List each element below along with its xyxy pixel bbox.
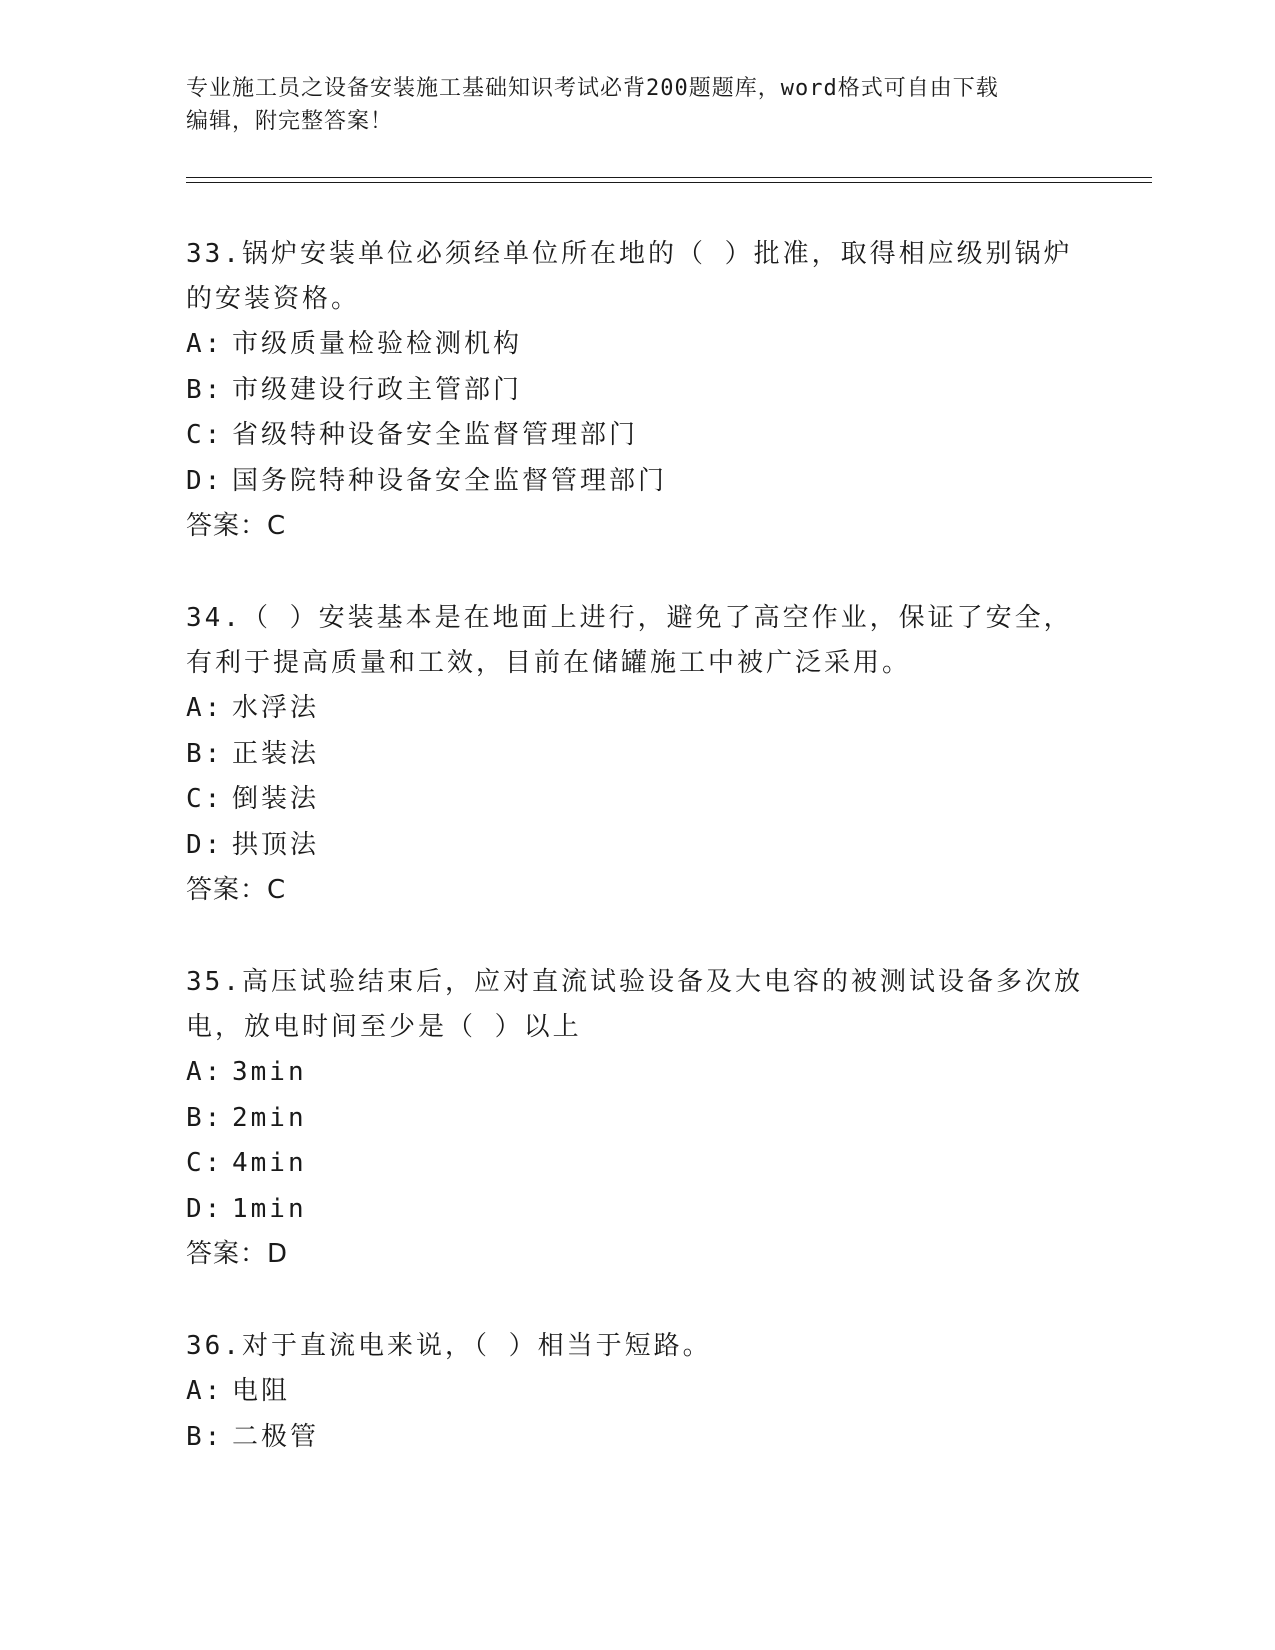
option-text: 1min [232,1193,307,1224]
header-title-line-2: 编辑，附完整答案！ [186,109,394,134]
option-key: D: [186,465,224,496]
option-key: D: [186,829,224,860]
question-35 [186,960,1086,1277]
header-divider-bottom [186,182,1152,183]
option-b [186,1096,1086,1142]
option-key: A: [186,329,224,359]
question-text: 33.锅炉安装单位必须经单位所在地的（ ）批准，取得相应级别锅炉的安装资格。 [186,239,1073,314]
question-list [186,232,1086,1507]
option-key: B: [186,374,224,405]
header-divider-top [186,177,1152,178]
option-text: 市级建设行政主管部门 [232,374,523,405]
option-key: A: [186,693,224,723]
option-key: B: [186,1421,224,1452]
option-key: A: [186,1376,224,1406]
header-title-line-1: 专业施工员之设备安装施工基础知识考试必背200题题库，word格式可自由下载 [186,76,999,101]
option-c [186,1141,1086,1187]
option-text: 倒装法 [232,784,320,814]
option-text: 电阻 [232,1376,291,1406]
option-a [186,686,1086,732]
option-key: B: [186,738,224,769]
option-d [186,459,1086,505]
answer-line: 答案：C [186,875,287,905]
option-text: 4min [232,1148,307,1178]
option-c [186,413,1086,459]
option-key: C: [186,784,224,814]
question-33 [186,232,1086,549]
option-text: 正装法 [232,738,320,769]
option-b [186,1415,1086,1461]
option-key: C: [186,420,224,450]
question-36 [186,1324,1086,1460]
option-a [186,1050,1086,1096]
option-text: 省级特种设备安全监督管理部门 [232,420,639,450]
option-text: 二极管 [232,1421,320,1452]
document-header [186,72,1066,138]
option-d [186,1187,1086,1233]
question-text: 35.高压试验结束后，应对直流试验设备及大电容的被测试设备多次放电，放电时间至少是（ ）以上 [186,967,1083,1042]
option-key: C: [186,1148,224,1178]
answer-line: 答案：D [186,1239,289,1269]
option-c [186,777,1086,823]
option-b [186,368,1086,414]
option-text: 市级质量检验检测机构 [232,329,523,359]
question-text: 36.对于直流电来说，（ ）相当于短路。 [186,1331,712,1361]
option-b [186,732,1086,778]
option-a [186,1369,1086,1415]
question-text: 34.（ ）安装基本是在地面上进行，避免了高空作业，保证了安全，有利于提高质量和工效，目前在储罐施工中被广泛采用。 [186,603,1073,678]
option-text: 3min [232,1057,307,1087]
option-key: D: [186,1193,224,1224]
option-text: 拱顶法 [232,829,320,860]
question-34 [186,596,1086,913]
option-text: 国务院特种设备安全监督管理部门 [232,465,668,496]
option-d [186,823,1086,869]
option-text: 水浮法 [232,693,320,723]
option-a [186,322,1086,368]
option-key: B: [186,1102,224,1133]
answer-line: 答案：C [186,511,287,541]
option-text: 2min [232,1102,307,1133]
option-key: A: [186,1057,224,1087]
